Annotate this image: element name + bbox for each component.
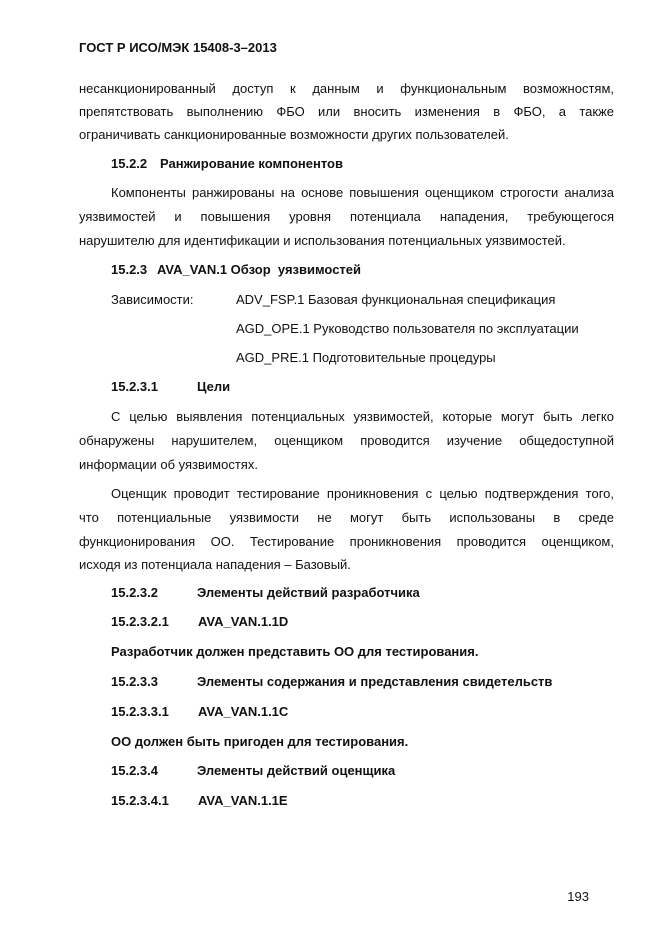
paragraph-line: что потенциальные уязвимости не могут быть использованы в среде (79, 510, 614, 525)
paragraph-line: функционирования ОО. Тестирование проникновения проводится оценщиком, (79, 534, 614, 549)
section-number: 15.2.2 (111, 156, 148, 171)
paragraph-line: Оценщик проводит тестирование проникновения с целью подтверждения того, (111, 486, 614, 501)
paragraph-line: исходя из потенциала нападения – Базовый. (79, 557, 351, 572)
element-statement: ОО должен быть пригоден для тестирования. (111, 734, 409, 749)
paragraph-line: нарушителю для идентификации и использования потенциальных уязвимостей. (79, 233, 566, 248)
section-heading: Элементы действий оценщика (197, 763, 396, 778)
element-id: AVA_VAN.1.1C (198, 704, 289, 719)
section-heading: Цели (197, 379, 231, 394)
paragraph-line: уязвимостей и повышения уровня потенциала нападения, требующегося (79, 209, 614, 224)
document-header: ГОСТ Р ИСО/МЭК 15408-3–2013 (79, 40, 277, 55)
paragraph-line: Компоненты ранжированы на основе повышения оценщиком строгости анализа (111, 185, 614, 200)
dependencies-label: Зависимости: (111, 292, 194, 307)
paragraph-line: препятствовать выполнению ФБО или вносить изменения в ФБО, а также (79, 104, 614, 119)
paragraph-line: ограничивать санкционированные возможности других пользователей. (79, 127, 509, 142)
section-number: 15.2.3.4 (111, 763, 158, 778)
element-id: AVA_VAN.1.1D (198, 614, 289, 629)
dependency-item: ADV_FSP.1 Базовая функциональная спецификация (236, 292, 556, 307)
section-number: 15.2.3.3 (111, 674, 158, 689)
section-number: 15.2.3.2.1 (111, 614, 169, 629)
dependency-item: AGD_PRE.1 Подготовительные процедуры (236, 350, 496, 365)
dependency-item: AGD_OPE.1 Руководство пользователя по эксплуатации (236, 321, 579, 336)
section-heading: Элементы действий разработчика (197, 585, 420, 600)
paragraph-line: обнаружены нарушителем, оценщиком проводится изучение общедоступной (79, 433, 614, 448)
section-number: 15.2.3 (111, 262, 148, 277)
section-number: 15.2.3.2 (111, 585, 158, 600)
section-number: 15.2.3.3.1 (111, 704, 169, 719)
paragraph-line: информации об уязвимостях. (79, 457, 258, 472)
element-id: AVA_VAN.1.1E (198, 793, 288, 808)
paragraph-line: несанкционированный доступ к данным и функциональным возможностям, (79, 81, 614, 96)
section-heading: AVA_VAN.1 Обзор уязвимостей (157, 262, 362, 277)
section-number: 15.2.3.4.1 (111, 793, 169, 808)
section-heading: Элементы содержания и представления свидетельств (197, 674, 553, 689)
paragraph-line: С целью выявления потенциальных уязвимостей, которые могут быть легко (111, 409, 614, 424)
page-number: 193 (567, 889, 589, 904)
section-number: 15.2.3.1 (111, 379, 158, 394)
section-heading: Ранжирование компонентов (160, 156, 343, 171)
element-statement: Разработчик должен представить ОО для тестирования. (111, 644, 479, 659)
